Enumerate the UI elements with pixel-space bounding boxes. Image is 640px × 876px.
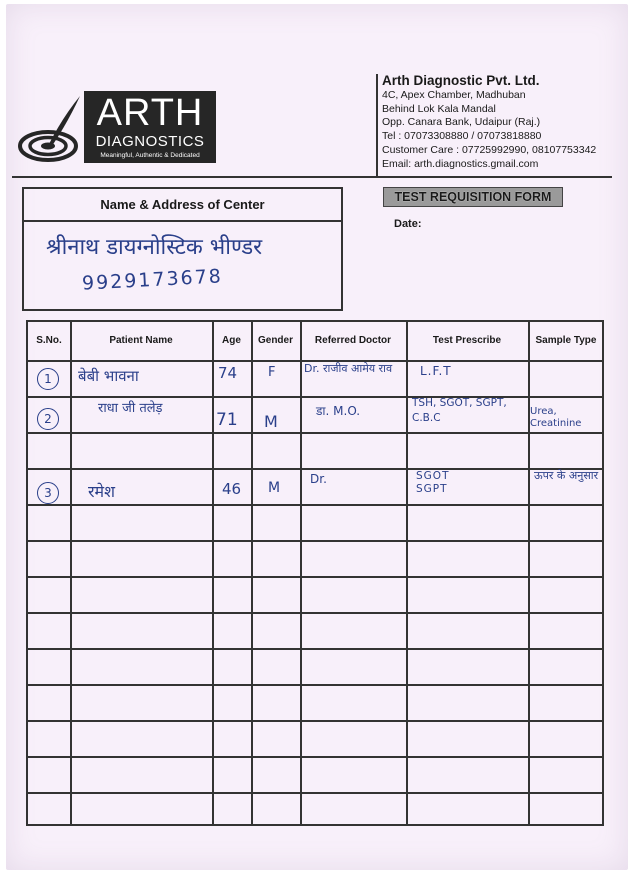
row1-patient: बेबी भावना — [78, 367, 139, 385]
date-label: Date: — [394, 218, 422, 230]
telephone: Tel : 07073308880 / 07073818880 — [382, 130, 542, 143]
table-row-divider — [28, 684, 602, 686]
row3-sno: 3 — [37, 482, 59, 504]
company-info — [382, 72, 622, 171]
table-row-divider — [28, 720, 602, 722]
header-gender: Gender — [257, 335, 293, 346]
row3-sample: ऊपर के अनुसार — [534, 469, 599, 482]
form-title: TEST REQUISITION FORM — [383, 187, 563, 207]
row3-doctor: Dr. — [310, 472, 327, 486]
logo-sub: DIAGNOSTICS — [95, 133, 205, 150]
logo-word: ARTH — [96, 92, 204, 134]
row2-sno: 2 — [37, 408, 59, 430]
header-sample-type: Sample Type — [535, 335, 597, 346]
table-row-divider — [28, 756, 602, 758]
header-rule — [12, 176, 612, 178]
test-table — [26, 320, 604, 826]
row2-gender: M — [264, 412, 278, 431]
email: Email: arth.diagnostics.gmail.com — [382, 157, 539, 170]
row3-patient: रमेश — [88, 482, 115, 501]
center-name-handwritten: श्रीनाथ डायग्नोस्टिक भीण्डर — [46, 235, 263, 260]
row1-tests: L.F.T — [420, 364, 452, 378]
logo-wordmark — [84, 91, 216, 163]
header-patient-name: Patient Name — [109, 335, 173, 346]
header-test-prescribe: Test Prescribe — [432, 335, 502, 346]
row3-tests: SGOT SGPT — [416, 470, 450, 495]
header-divider — [376, 74, 378, 176]
center-phone-handwritten: 9929173678 — [81, 265, 224, 295]
header-age: Age — [222, 335, 241, 346]
row1-sno: 1 — [37, 368, 59, 390]
table-row-divider — [28, 540, 602, 542]
target-logo-icon — [18, 88, 88, 168]
customer-care: Customer Care : 07725992990, 08107753342 — [382, 143, 597, 156]
center-title: Name & Address of Center — [24, 189, 341, 222]
row1-age: 74 — [218, 364, 238, 382]
header-sno: S.No. — [36, 335, 62, 346]
table-row-divider — [28, 504, 602, 506]
table-row-divider — [28, 648, 602, 650]
row2-doctor: डा. M.O. — [316, 404, 361, 418]
arth-logo — [18, 88, 218, 168]
row2-sample: Urea, Creatinine — [530, 406, 582, 429]
row3-age: 46 — [222, 480, 242, 498]
row1-doctor: Dr. राजीव आमेय राव — [304, 362, 393, 375]
row3-gender: M — [268, 480, 281, 496]
address-line-2: Behind Lok Kala Mandal — [382, 102, 496, 115]
logo-tagline: Meaningful, Authentic & Dedicated — [100, 152, 200, 159]
row2-age: 71 — [216, 410, 238, 430]
table-row-divider — [28, 432, 602, 434]
address-line-1: 4C, Apex Chamber, Madhuban — [382, 89, 526, 101]
company-name: Arth Diagnostic Pvt. Ltd. — [382, 73, 540, 88]
table-row-divider — [28, 468, 602, 470]
header-referred-doctor: Referred Doctor — [314, 335, 392, 346]
center-box — [22, 187, 343, 311]
row2-patient: राधा जी तलेड़ — [98, 401, 163, 416]
row1-gender: F — [268, 365, 276, 380]
address-line-3: Opp. Canara Bank, Udaipur (Raj.) — [382, 116, 541, 129]
row2-tests: TSH, SGOT, SGPT, C.B.C — [412, 397, 507, 424]
table-row-divider — [28, 612, 602, 614]
table-row-divider — [28, 792, 602, 794]
table-row-divider — [28, 576, 602, 578]
